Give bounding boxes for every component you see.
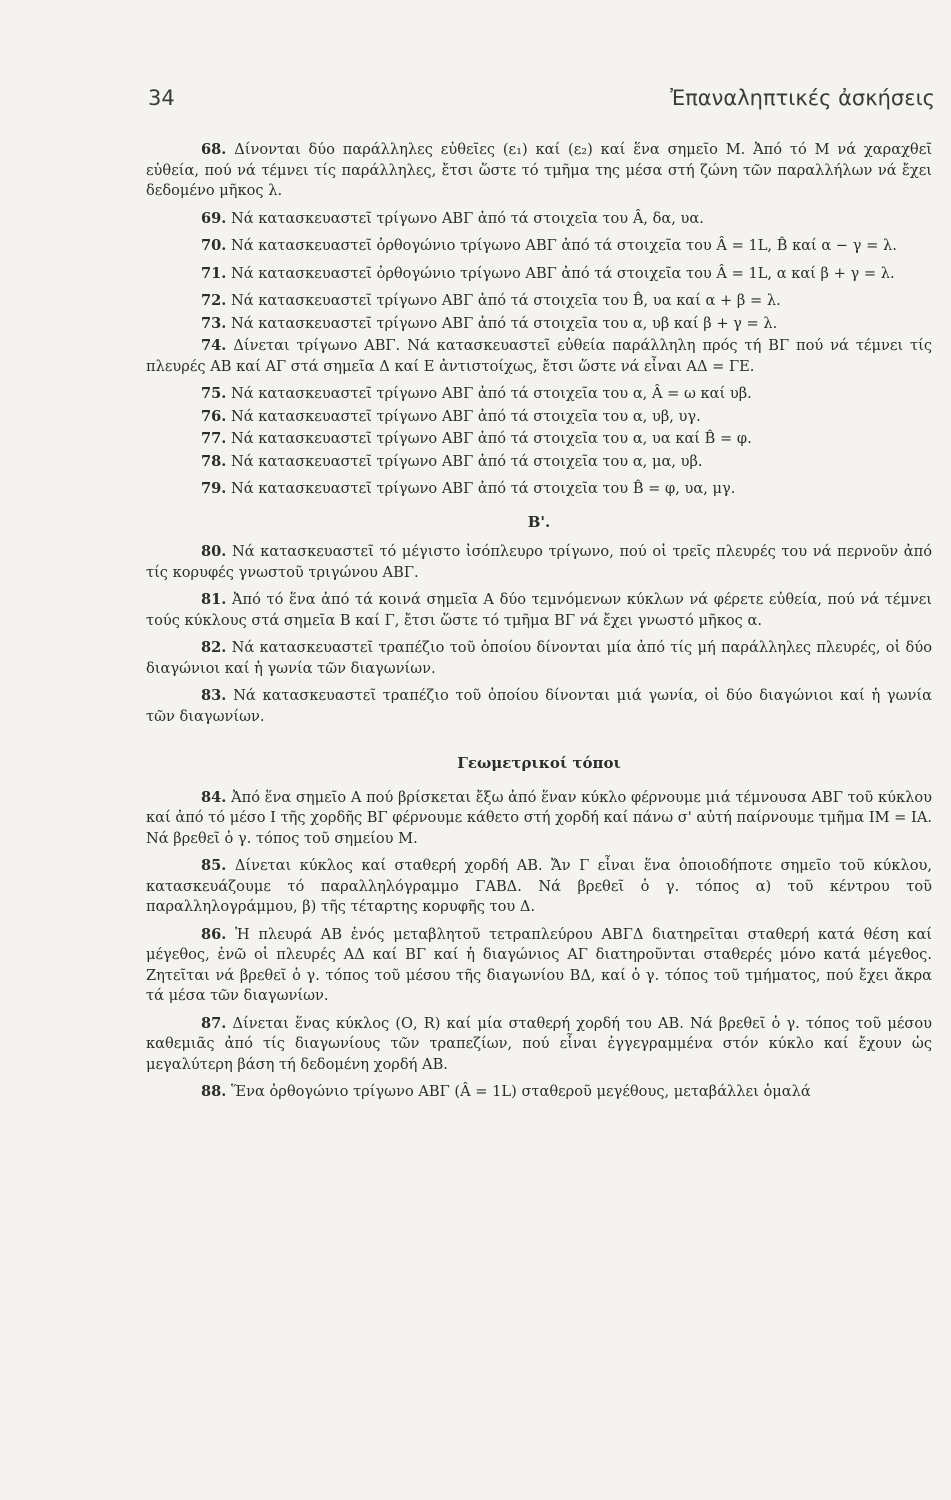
exercise-83: 83. Νά κατασκευαστεῖ τραπέζιο τοῦ ὁποίου δίνονται μιά γωνία, οἱ δύο διαγώνιοι καί ἡ γωνία τῶν διαγωνίων. [146, 687, 933, 725]
exercise-86: 86. Ἡ πλευρά ΑΒ ἑνός μεταβλητοῦ τετραπλεύρου ΑΒΓΔ διατηρεῖται σταθερή κατά θέση καί μέγεθος, ἐνῶ οἱ πλευρές ΑΔ καί ΒΓ καί ἡ διαγώνιος ΑΓ διατηροῦνται σταθερές μόνο κατά μέγεθος. Ζητεῖται νά βρεθεῖ ὁ γ. τόπος τοῦ μέσου τῆς διαγωνίου ΒΔ, καί ὁ γ. τόπος τοῦ τμήματος, πού ἔχει ἄκρα τά μέσα τῶν διαγωνίων. [146, 925, 932, 1004]
page-body [146, 140, 932, 1110]
exercise-79: 79. Νά κατασκευαστεῖ τρίγωνο ΑΒΓ ἀπό τά στοιχεῖα του B̂ = φ, υα, μγ. [201, 480, 736, 497]
exercise-75: 75. Νά κατασκευαστεῖ τρίγωνο ΑΒΓ ἀπό τά στοιχεῖα του α, Â = ω καί υβ. [201, 385, 752, 402]
exercise-82: 82. Νά κατασκευαστεῖ τραπέζιο τοῦ ὁποίου δίνονται μία ἀπό τίς μή παράλληλες πλευρές, οἱ δύο διαγώνιοι καί ἡ γωνία τῶν διαγωνίων. [146, 639, 933, 677]
running-head [148, 86, 935, 120]
exercise-88: 88. Ἕνα ὀρθογώνιο τρίγωνο ΑΒΓ (Â = 1L) σταθεροῦ μεγέθους, μεταβάλλει ὁμαλά [201, 1083, 811, 1100]
page-number: 34 [148, 86, 175, 110]
exercise-68: 68. Δίνονται δύο παράλληλες εὐθεῖες (ε₁) καί (ε₂) καί ἕνα σημεῖο Μ. Ἀπό τό Μ νά χαραχθεῖ εὐθεία, πού νά τέμνει τίς παράλληλες, ἔτσι ὥστε τό τμῆμα της μέσα στή ζώνη τῶν παραλλήλων νά ἔχει δεδομένο μῆκος λ. [146, 141, 932, 199]
exercise-87: 87. Δίνεται ἕνας κύκλος (Ο, R) καί μία σταθερή χορδή του ΑΒ. Νά βρεθεῖ ὁ γ. τόπος τοῦ μέσου καθεμιᾶς ἀπό τίς διαγωνίους τῶν τραπεζίων, πού εἶναι ἐγγεγραμμένα στόν κύκλο καί ἔχουν ὡς μεγαλύτερη βάση τή δεδομένη χορδή ΑΒ. [146, 1014, 933, 1073]
exercise-85: 85. Δίνεται κύκλος καί σταθερή χορδή ΑΒ. Ἄν Γ εἶναι ἕνα ὁποιοδήποτε σημεῖο τοῦ κύκλου, κατασκευάζουμε τό παραλληλόγραμμο ΓΑΒΔ. Νά βρεθεῖ ὁ γ. τόπος α) τοῦ κέντρου τοῦ παραλληλογράμμου, β) τῆς τέταρτης κορυφῆς του Δ. [146, 857, 933, 915]
exercise-72: 72. Νά κατασκευαστεῖ τρίγωνο ΑΒΓ ἀπό τά στοιχεῖα του B̂, υα καί α + β = λ. [201, 292, 781, 309]
exercise-74: 74. Δίνεται τρίγωνο ΑΒΓ. Νά κατασκευαστεῖ εὐθεία παράλληλη πρός τή ΒΓ πού νά τέμνει τίς πλευρές ΑΒ καί ΑΓ στά σημεῖα Δ καί Ε ἀντιστοίχως, ἔτσι ὥστε νά εἶναι ΑΔ = ΓΕ. [146, 337, 932, 375]
exercise-81: 81. Ἀπό τό ἕνα ἀπό τά κοινά σημεῖα Α δύο τεμνόμενων κύκλων νά φέρετε εὐθεία, πού νά τέμνει τούς κύκλους στά σημεῖα Β καί Γ, ἔτσι ὥστε τό τμῆμα ΒΓ νά ἔχει γνωστό μῆκος α. [146, 591, 932, 629]
exercise-76: 76. Νά κατασκευαστεῖ τρίγωνο ΑΒΓ ἀπό τά στοιχεῖα του α, υβ, υγ. [201, 407, 701, 425]
exercise-71: 71. Νά κατασκευαστεῖ ὀρθογώνιο τρίγωνο ΑΒΓ ἀπό τά στοιχεῖα του Â = 1L, α καί β + γ = λ. [201, 264, 895, 282]
section-heading-b: Β'. [527, 512, 551, 531]
exercise-69: 69. Νά κατασκευαστεῖ τρίγωνο ΑΒΓ ἀπό τά στοιχεῖα του Â, δα, υα. [201, 209, 704, 227]
exercise-77: 77. Νά κατασκευαστεῖ τρίγωνο ΑΒΓ ἀπό τά στοιχεῖα του α, υα καί B̂ = φ. [201, 430, 752, 447]
chapter-title: Ἐπαναληπτικές ἀσκήσεις [670, 86, 935, 110]
exercise-80: 80. Νά κατασκευαστεῖ τό μέγιστο ἰσόπλευρο τρίγωνο, πού οἱ τρεῖς πλευρές του νά περνοῦν ἀπό τίς κορυφές γνωστοῦ τριγώνου ΑΒΓ. [146, 543, 933, 581]
exercise-70: 70. Νά κατασκευαστεῖ ὀρθογώνιο τρίγωνο ΑΒΓ ἀπό τά στοιχεῖα του Â = 1L, B̂ καί α − γ = λ. [201, 237, 897, 254]
exercise-84: 84. Ἀπό ἕνα σημεῖο Α πού βρίσκεται ἔξω ἀπό ἕναν κύκλο φέρνουμε μιά τέμνουσα ΑΒΓ τοῦ κύκλου καί ἀπό τό μέσο Ι τῆς χορδῆς ΒΓ φέρνουμε κάθετο στή χορδή καί πάνω σ' αὐτή παίρνουμε τμῆμα ΙΜ = ΙΑ. Νά βρεθεῖ ὁ γ. τόπος τοῦ σημείου Μ. [146, 788, 933, 847]
exercise-73: 73. Νά κατασκευαστεῖ τρίγωνο ΑΒΓ ἀπό τά στοιχεῖα του α, υβ καί β + γ = λ. [201, 314, 778, 332]
section-heading-geometric-loci: Γεωμετρικοί τόποι [457, 754, 621, 772]
exercise-78: 78. Νά κατασκευαστεῖ τρίγωνο ΑΒΓ ἀπό τά στοιχεῖα του α, μα, υβ. [201, 452, 703, 470]
